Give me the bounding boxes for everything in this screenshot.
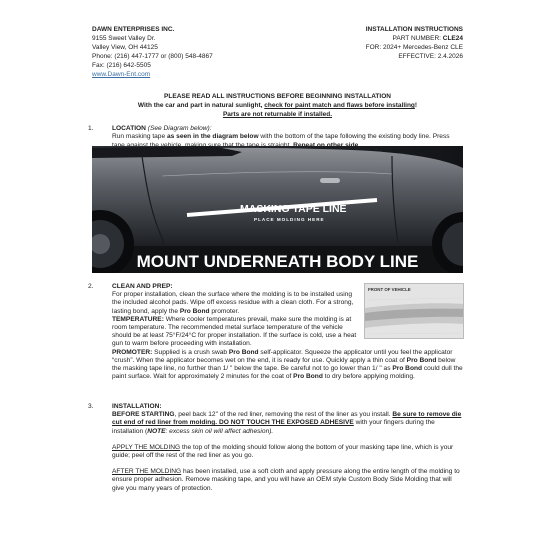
- header: [92, 26, 463, 79]
- doc-info-block: [366, 26, 463, 79]
- effective-date: EFFECTIVE: 2.4.2026: [398, 52, 463, 60]
- note-label: NOTE: [147, 427, 166, 435]
- company-phone: Phone: (216) 447-1777 or (800) 548-4867: [92, 52, 213, 60]
- company-fax: Fax: (216) 642-5505: [92, 61, 151, 69]
- step-2-number: 2.: [88, 283, 94, 290]
- front-of-vehicle-label: FRONT OF VEHICLE: [368, 287, 411, 292]
- temperature-paragraph: [112, 316, 360, 349]
- company-block: [92, 26, 213, 79]
- part-number: CLE24: [442, 34, 463, 42]
- step-1-text-2: as seen in the diagram below: [166, 133, 259, 141]
- before-starting-label: BEFORE STARTING: [112, 411, 175, 419]
- promoter-paragraph: [112, 349, 463, 382]
- step-1-title: [112, 125, 463, 133]
- step-1-text-3: with the bottom of the tape following the existing body line. Press: [260, 133, 450, 141]
- promoter-text-5: " as: [377, 365, 393, 373]
- step-3-text-1: , peel back 12" of the red liner, removing the rest of the liner as you install.: [174, 411, 393, 419]
- part-number-line: [366, 35, 463, 44]
- step-3-title: INSTALLATION:: [112, 403, 162, 410]
- promoter-text-2: self-applicator. Squeeze the applicator until you feel the applicator “crush”. When the applicator becomes wet on the end, it is ready for use. Quickly apply a thin coat of: [112, 348, 453, 364]
- temperature-text: Where cooler temperatures prevail, make sure the molding is at room temperature. The recommended metal surface temperature of the vehicle should be at least 75°F/24°C for proper installation. If the surface is cold, use a heat gun to warm before proceeding with installation.: [112, 315, 357, 348]
- promoter-pro-bond-3: Pro Bond: [392, 365, 423, 373]
- apply-molding-label: APPLY THE MOLDING: [112, 443, 181, 451]
- step-2-text-1: For proper installation, clean the surface where the molding is to be installed using the included alcohol pads. Wipe off excess residue with a clean cloth. For a strong, lasting bond, apply the: [112, 291, 354, 315]
- step-2-pro-bond-1: Pro Bond: [179, 307, 210, 315]
- step-3-paragraph-2: [112, 444, 463, 460]
- note-text: : excess skin oil will affect adhesion).: [165, 427, 274, 435]
- step-3-paragraph-1: [112, 411, 463, 436]
- company-address-2: Valley View, OH 44125: [92, 43, 158, 51]
- notice-line-2c: !: [414, 102, 418, 110]
- step-3: [88, 403, 463, 493]
- notice-line-3: Parts are not returnable if installed.: [222, 110, 333, 118]
- step-3-text-2: with your fingers during the installation (: [112, 419, 435, 435]
- vehicle-fitment: FOR: 2024+ Mercedes-Benz CLE: [365, 43, 463, 51]
- promoter-text-6: could dull the paint surface. Wait for approximately 2 minutes for the coat of: [112, 365, 463, 381]
- part-number-label: PART NUMBER:: [392, 34, 441, 42]
- door-handle: [320, 178, 340, 183]
- document-page: [88, 26, 463, 150]
- apply-molding-text: the top of the molding should follow along the bottom of your masking tape line, which is your guide; peel off the rest of the red liner as you go.: [112, 443, 454, 460]
- molding-diagram-svg: [365, 284, 464, 339]
- masking-tape-label: MASKING TAPE LINE: [240, 203, 347, 215]
- step-2-title: CLEAN AND PREP:: [112, 283, 173, 290]
- step-1-number: 1.: [88, 125, 94, 133]
- step-2-text-2: promoter.: [209, 307, 240, 315]
- promoter-pro-bond-1: Pro Bond: [228, 348, 259, 356]
- step-1-title-text: LOCATION: [112, 125, 146, 133]
- molding-diagram: [364, 283, 464, 339]
- company-address-1: 9155 Sweet Valley Dr.: [92, 34, 156, 42]
- promoter-text-3: below the masking tape line, no further than 1/: [112, 356, 456, 373]
- promoter-text-7: to dry before applying molding.: [322, 373, 415, 381]
- step-3-warning: Be sure to remove die cut end of red liner from molding. DO NOT TOUCH THE EXPOSED ADHESIVE: [112, 411, 462, 427]
- step-1-title-sub: (See Diagram below):: [145, 125, 212, 133]
- notice-line-2b: check for paint match and flaws before installing: [264, 102, 415, 110]
- promoter-text-4: " below the tape. Be careful not to go lower than 1/: [228, 365, 378, 373]
- promoter-text-1: Supplied is a crush swab: [152, 348, 229, 356]
- step-3-paragraph-3: [112, 468, 463, 493]
- location-photo: [92, 146, 463, 273]
- temperature-label: TEMPERATURE:: [112, 315, 164, 323]
- after-molding-label: AFTER THE MOLDING: [112, 468, 182, 476]
- notice-line-2a: With the car and part in natural sunlight,: [137, 102, 265, 110]
- car-side-illustration: [92, 146, 463, 273]
- promoter-pro-bond-2: Pro Bond: [406, 356, 437, 364]
- step-2: [88, 283, 463, 381]
- promoter-label: PROMOTER:: [112, 348, 153, 356]
- notice-line-1: PLEASE READ ALL INSTRUCTIONS BEFORE BEGINNING INSTALLATION: [164, 93, 391, 101]
- company-website-link[interactable]: www.Dawn-Ent.com: [92, 70, 151, 78]
- after-molding-text: has been installed, use a soft cloth and apply pressure along the entire length of the molding to ensure proper adhesion. Remove masking tape, and you will have an OEM style Custom Body Side Molding that will give you many years of protection.: [112, 468, 460, 492]
- place-molding-label: PLACE MOLDING HERE: [254, 217, 325, 222]
- doc-title: INSTALLATION INSTRUCTIONS: [365, 26, 463, 33]
- step-3-number: 3.: [88, 403, 94, 410]
- company-name: DAWN ENTERPRISES INC.: [92, 26, 175, 33]
- step-2-body: [112, 291, 360, 348]
- promoter-pro-bond-4: Pro Bond: [293, 373, 323, 381]
- mount-banner: MOUNT UNDERNEATH BODY LINE: [136, 252, 419, 271]
- notice-line-2: [92, 102, 463, 111]
- step-1-text-1: Run masking tape: [112, 133, 167, 141]
- notice-block: [92, 93, 463, 119]
